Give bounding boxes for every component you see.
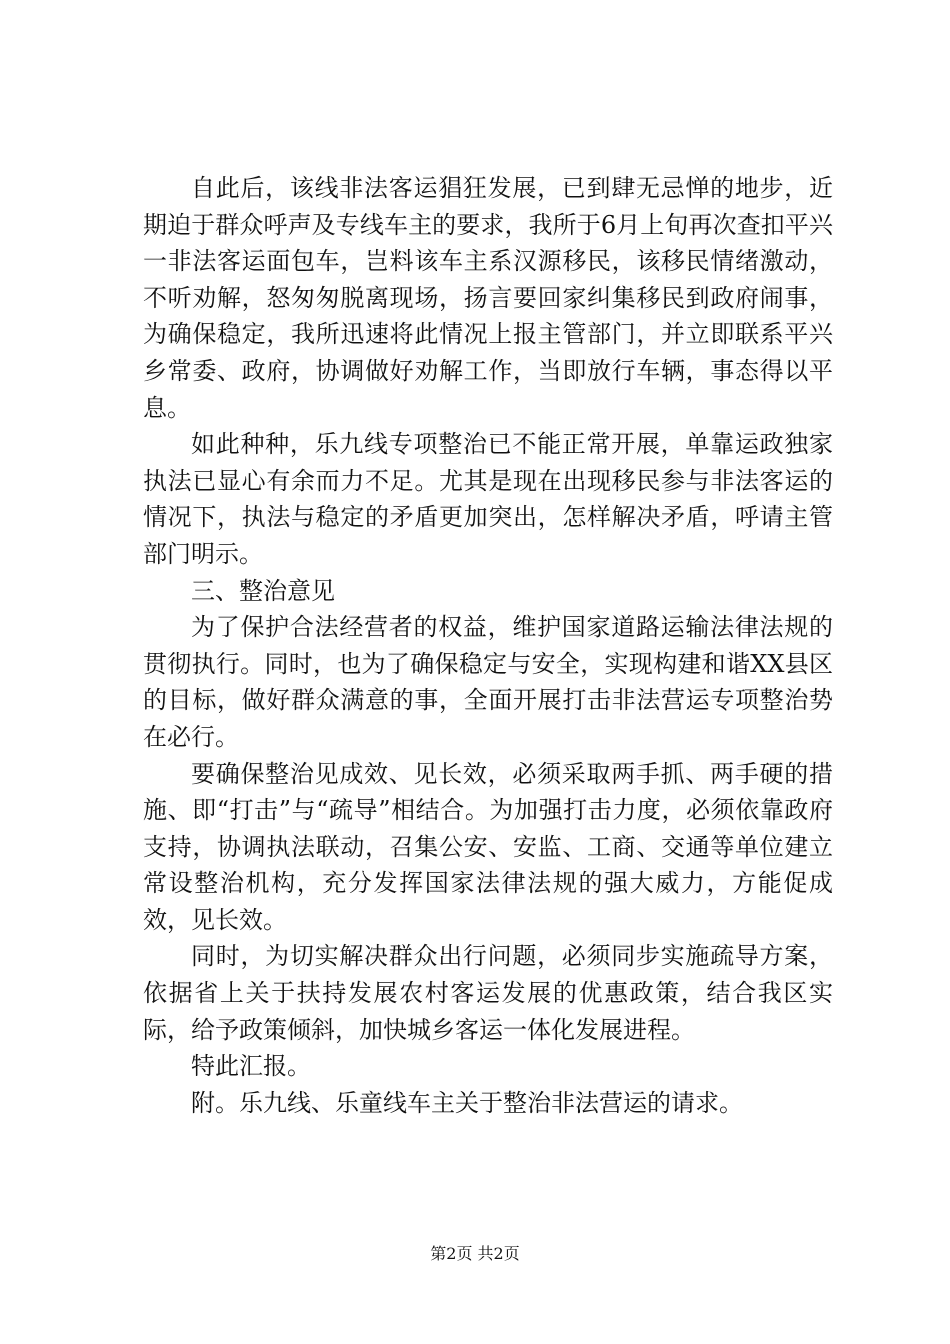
document-body	[143, 170, 833, 1121]
paragraph-3: 为了保护合法经营者的权益，维护国家道路运输法律法规的贯彻执行。同时，也为了确保稳定与安全，实现构建和谐XX县区的目标，做好群众满意的事，全面开展打击非法营运专项整治势在必行。	[143, 613, 833, 751]
paragraph-5: 同时，为切实解决群众出行问题，必须同步实施疏导方案，依据省上关于扶持发展农村客运发展的优惠政策，结合我区实际，给予政策倾斜，加快城乡客运一体化发展进程。	[143, 942, 833, 1044]
page-number-footer: 第2页 共2页	[430, 1244, 520, 1263]
paragraph-4: 要确保整治见成效、见长效，必须采取两手抓、两手硬的措施、即“打击”与“疏导”相结合。为加强打击力度，必须依靠政府支持，协调执法联动，召集公安、安监、工商、交通等单位建立常设整治机构，充分发挥国家法律法规的强大威力，方能促成效，见长效。	[143, 759, 833, 934]
closing-line: 特此汇报。	[191, 1052, 311, 1081]
section-heading: 三、整治意见	[191, 576, 335, 605]
paragraph-1: 自此后，该线非法客运猖狂发展，已到肆无忌惮的地步，近期迫于群众呼声及专线车主的要求，我所于6月上旬再次查扣平兴一非法客运面包车，岂料该车主系汉源移民，该移民情绪激动，不听劝解，怒匆匆脱离现场，扬言要回家纠集移民到政府闹事，为确保稳定，我所迅速将此情况上报主管部门，并立即联系平兴乡常委、政府，协调做好劝解工作，当即放行车辆，事态得以平息。	[143, 174, 833, 422]
paragraph-2: 如此种种，乐九线专项整治已不能正常开展，单靠运政独家执法已显心有余而力不足。尤其是现在出现移民参与非法客运的情况下，执法与稳定的矛盾更加突出，怎样解决矛盾，呼请主管部门明示。	[143, 430, 833, 568]
attachment-note: 附。乐九线、乐童线车主关于整治非法营运的请求。	[191, 1088, 743, 1117]
